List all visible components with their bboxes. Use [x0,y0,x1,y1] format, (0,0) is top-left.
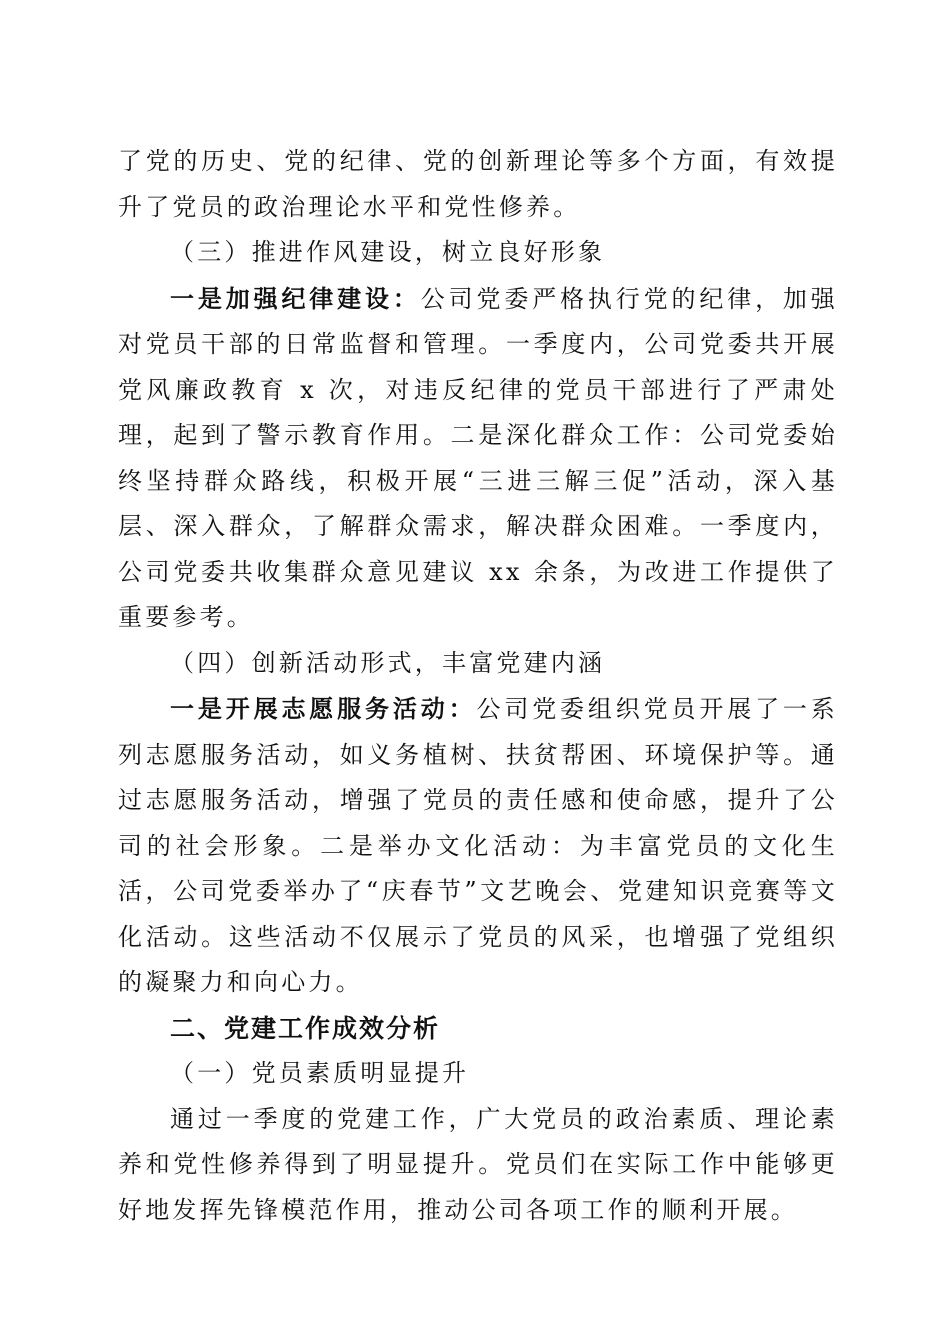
document-body [118,139,838,1233]
section-4-paragraph [118,686,838,1006]
section-3-paragraph [118,276,838,641]
section-3-body: 公司党委严格执行党的纪律，加强对党员干部的日常监督和管理。一季度内，公司党委共开展党风廉政教育 x 次，对违反纪律的党员干部进行了严肃处理，起到了警示教育作用。二是深化群众工作：公司党委始终坚持群众路线，积极开展“三进三解三促”活动，深入基层、深入群众，了解群众需求，解决群众困难。一季度内，公司党委共收集群众意见建议 xx 余条，为改进工作提供了重要参考。 [118,284,838,631]
section-3-lead: 一是加强纪律建设： [170,283,421,313]
section-3-heading: （三）推进作风建设，树立良好形象 [170,238,606,266]
section-4-lead: 一是开展志愿服务活动： [170,694,477,723]
section-4-body: 公司党委组织党员开展了一系列志愿服务活动，如义务植树、扶贫帮困、环境保护等。通过志愿服务活动，增强了党员的责任感和使命感，提升了公司的社会形象。二是举办文化活动：为丰富党员的文化生活，公司党委举办了“庆春节”文艺晚会、党建知识竞赛等文化活动。这些活动不仅展示了党员的风采，也增强了党组织的凝聚力和向心力。 [118,695,838,996]
part-2-sub-1-paragraph: 通过一季度的党建工作，广大党员的政治素质、理论素养和党性修养得到了明显提升。党员们在实际工作中能够更好地发挥先锋模范作用，推动公司各项工作的顺利开展。 [118,1104,838,1224]
section-4-heading: （四）创新活动形式，丰富党建内涵 [170,648,606,677]
part-2-sub-1-heading: （一）党员素质明显提升 [170,1059,470,1087]
part-2-heading: 二、党建工作成效分析 [170,1013,441,1043]
paragraph-continuation: 了党的历史、党的纪律、党的创新理论等多个方面，有效提升了党员的政治理论水平和党性修养。 [118,147,838,221]
